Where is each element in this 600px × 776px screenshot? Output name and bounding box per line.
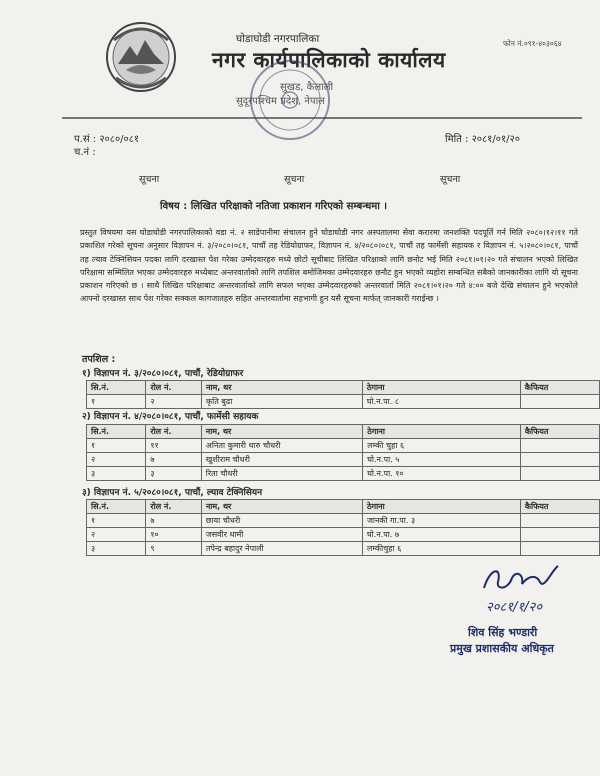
notice-heading: सूचना bbox=[284, 174, 305, 185]
candidate-table bbox=[86, 499, 600, 556]
roll-cell: १० bbox=[146, 528, 201, 542]
roll-cell: ९ bbox=[146, 542, 201, 556]
letter-date: मिति : २०८१/०१/२० bbox=[445, 134, 520, 145]
column-header: ठेगाना bbox=[363, 425, 521, 439]
table-header-row bbox=[87, 425, 600, 439]
column-header: रोल नं. bbox=[146, 500, 201, 514]
candidate-table bbox=[86, 380, 600, 409]
name-cell: कृति बुढा bbox=[201, 395, 362, 409]
roll-cell: ११ bbox=[146, 439, 201, 453]
section-title: १) विज्ञापन नं. ३/२०८०।०८१, पाचौं, रेडियोग्राफर bbox=[82, 369, 244, 379]
column-header: सि.नं. bbox=[87, 381, 146, 395]
dispatch-number: च.नं : bbox=[74, 147, 96, 158]
column-header: रोल नं. bbox=[146, 381, 202, 395]
serial-cell: १ bbox=[87, 514, 146, 528]
office-name: नगर कार्यपालिकाको कार्यालय bbox=[212, 48, 446, 72]
column-header: ठेगाना bbox=[362, 500, 520, 514]
signature-date: २०८१/१/२० bbox=[486, 600, 543, 615]
serial-cell: ३ bbox=[87, 542, 146, 556]
notice-heading: सूचना bbox=[139, 174, 160, 185]
column-header: सि.नं. bbox=[87, 425, 146, 439]
details-label: तपशिल : bbox=[82, 354, 116, 365]
office-address-line1: सुखड, कैलाली bbox=[280, 82, 334, 93]
table-row bbox=[87, 528, 600, 542]
roll-cell: ७ bbox=[146, 514, 201, 528]
serial-cell: १ bbox=[87, 395, 146, 409]
name-cell: छाया चौधरी bbox=[201, 514, 362, 528]
table-row bbox=[87, 395, 600, 409]
address-cell: घो.न.पा. ५ bbox=[363, 453, 521, 467]
handwritten-signature bbox=[478, 560, 588, 600]
column-header: नाम, थर bbox=[201, 425, 362, 439]
column-header: ठेगाना bbox=[362, 381, 520, 395]
subject-line: विषय : लिखित परिक्षाको नतिजा प्रकाशन गरिएको सम्बन्धमा । bbox=[160, 201, 388, 212]
section-title: २) विज्ञापन नं. ४/२०८०।०८१, पाचौं, फार्मेसी सहायक bbox=[82, 412, 259, 422]
candidate-table bbox=[86, 424, 600, 481]
column-header: कैफियत bbox=[520, 500, 599, 514]
table-row bbox=[87, 439, 600, 453]
office-address-line2: सुदूरपश्चिम प्रदेश, नेपाल bbox=[236, 96, 325, 107]
address-cell: लम्की चुहा ६ bbox=[363, 439, 521, 453]
serial-cell: २ bbox=[87, 528, 146, 542]
address-cell: घो.न.पा. १० bbox=[363, 467, 521, 481]
table-row bbox=[87, 514, 600, 528]
serial-cell: ३ bbox=[87, 467, 146, 481]
address-cell: घो.न.पा. ७ bbox=[362, 528, 520, 542]
roll-cell: ७ bbox=[146, 453, 201, 467]
remarks-cell bbox=[520, 467, 599, 481]
office-stamp-icon bbox=[248, 58, 332, 142]
address-cell: घो.न.पा. ८ bbox=[362, 395, 520, 409]
column-header: कैफियत bbox=[520, 425, 599, 439]
remarks-cell bbox=[520, 514, 599, 528]
name-cell: तपेन्द्र बहादुर नेपाली bbox=[201, 542, 362, 556]
letter-number: प.सं : २०८०/०८१ bbox=[74, 134, 140, 145]
column-header: सि.नं. bbox=[87, 500, 146, 514]
table-row bbox=[87, 453, 600, 467]
remarks-cell bbox=[520, 542, 599, 556]
table-row bbox=[87, 542, 600, 556]
serial-cell: १ bbox=[87, 439, 146, 453]
name-cell: जसवीर धामी bbox=[201, 528, 362, 542]
nepal-emblem-icon bbox=[104, 20, 178, 94]
remarks-cell bbox=[520, 528, 599, 542]
body-paragraph: प्रस्तुत विषयमा यस घोडाघोडी नगरपालिकाको वडा नं. २ साडेपानीमा संचालन हुने घोडाघोडी नगर अस्पतालमा सेवा करारमा जनशक्ति पदपूर्ति गर्न मिति २०८०।१२।११ गते प्रकाशित गरेको सूचना अनुसार विज्ञापन नं. ३/२०८०।०८१, पाचौं तह रेडियोग्राफर, विज्ञापन नं. ४/२०८०।०८१, पाचौं तह फार्मेसी सहायक र विज्ञापन नं. ५।२०८०।०८१, पाचौं तह ल्याव टेक्निसियन पदका लागि दरखास्त पेश गरेका उम्मेदवारहरु मध्ये छोटो सूचीबाट लिखित परिक्षाको लागि छनोट भई मिति २०८१।०१।२० गते संचालन भएको लिखित परिक्षामा सम्मिलित भएका उम्मेदवारहरु मध्येबाट अन्तरवार्ताको लागि तपशिल बमोजिमका उम्मेदवारहरु छनौट हुन भएको व्यहोरा सम्बन्धित सबैको जानकारीका लागि यो सूचना प्रकाशन गरिएको छ । साथै लिखित परिक्षाबाट अन्तरवार्ताको लागि सफल भएका उम्मेदवारहरुको अन्तरवार्ता मिति २०८१।०१।२० गते ४:०० बजे देखि संचालन हुने भएकोले आफ्नो दरखास्त साथ पेश गरेका सक्कल कागजातहरु सहित अन्तरवार्तामा सहभागी हुन यसै सूचना मार्फत् जानकारी गराईन्छ । bbox=[80, 228, 578, 304]
address-cell: लम्कीचुहा ६ bbox=[362, 542, 520, 556]
signatory-name: शिव सिंह भण्डारी bbox=[468, 626, 538, 639]
serial-cell: २ bbox=[87, 453, 146, 467]
remarks-cell bbox=[520, 453, 599, 467]
remarks-cell bbox=[520, 395, 599, 409]
name-cell: खुशीराम चौधरी bbox=[201, 453, 362, 467]
table-header-row bbox=[87, 381, 600, 395]
name-cell: रिता चौधरी bbox=[201, 467, 362, 481]
section-title: ३) विज्ञापन नं. ५/२०८०।०८१, पाचौं, ल्याव टेक्निसियन bbox=[82, 488, 263, 498]
roll-cell: २ bbox=[146, 395, 202, 409]
address-cell: जानकी गा.पा. ३ bbox=[362, 514, 520, 528]
name-cell: अनिता कुमारी थारु चौधरी bbox=[201, 439, 362, 453]
municipality-name: घोडाघोडी नगरपालिका bbox=[236, 33, 320, 45]
column-header: नाम, थर bbox=[201, 381, 362, 395]
roll-cell: ३ bbox=[146, 467, 201, 481]
table-header-row bbox=[87, 500, 600, 514]
office-phone: फोन नं.०९१-४०३०६४ bbox=[503, 39, 562, 48]
column-header: नाम, थर bbox=[201, 500, 362, 514]
notice-heading: सूचना bbox=[440, 174, 461, 185]
column-header: कैफियत bbox=[520, 381, 599, 395]
column-header: रोल नं. bbox=[146, 425, 201, 439]
remarks-cell bbox=[520, 439, 599, 453]
signatory-title: प्रमुख प्रशासकीय अधिकृत bbox=[450, 642, 554, 655]
table-row bbox=[87, 467, 600, 481]
